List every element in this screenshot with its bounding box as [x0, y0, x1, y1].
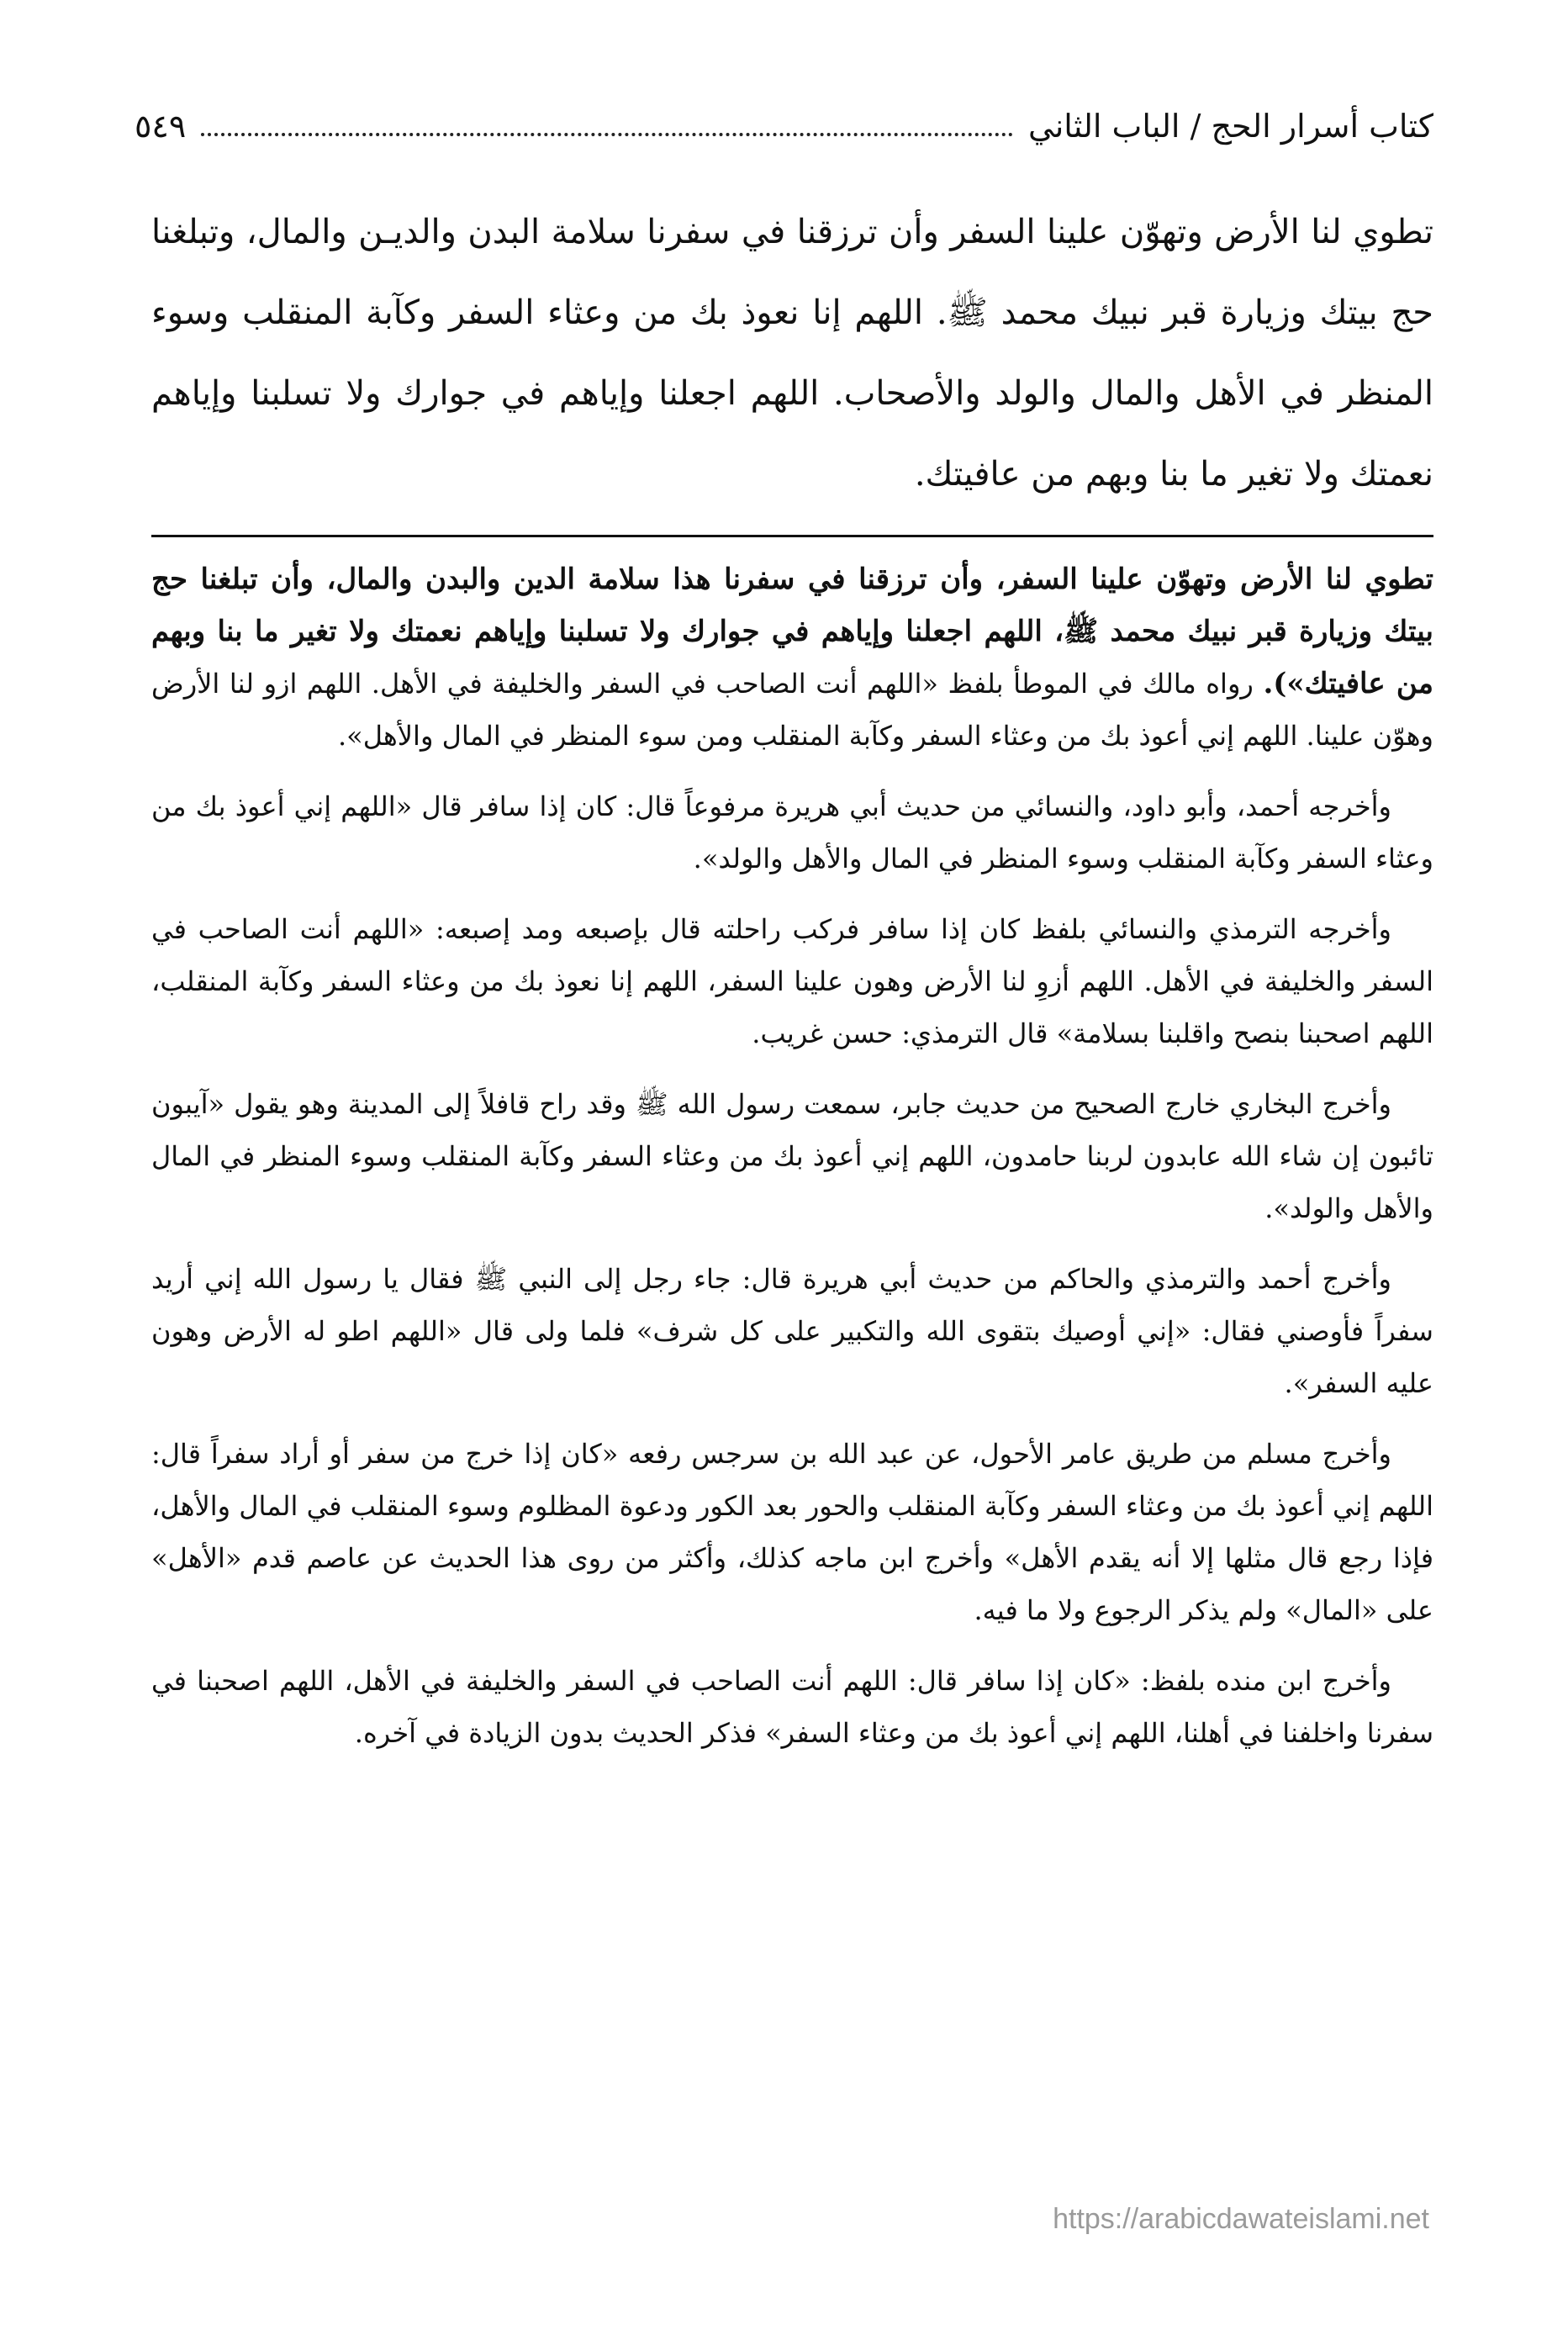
running-header [135, 99, 1433, 153]
footnote-paragraph-6: وأخرج مسلم من طريق عامر الأحول، عن عبد الله بن سرجس رفعه «كان إذا خرج من سفر أو أراد سفراً قال: اللهم إني أعوذ بك من وعثاء السفر وكآبة المنقلب والحور بعد الكور ودعوة المظلوم وسوء المنقلب في المال والأهل، فإذا رجع قال مثلها إلا أنه يقدم الأهل» وأخرج ابن ماجه كذلك، وأكثر من روى هذا الحديث عن عاصم قدم «الأهل» على «المال» ولم يذكر الرجوع ولا ما فيه. [151, 1438, 1434, 1626]
footnote-paragraph-4: وأخرج البخاري خارج الصحيح من حديث جابر، سمعت رسول الله ﷺ وقد راح قافلاً إلى المدينة وهو يقول «آيبون تائبون إن شاء الله عابدون لربنا حامدون، اللهم إني أعوذ بك من وعثاء السفر وكآبة المنقلب وسوء المنظر في المال والأهل والولد». [151, 1088, 1433, 1224]
footnote-paragraph-3: وأخرجه الترمذي والنسائي بلفظ كان إذا سافر فركب راحلته قال بإصبعه ومد إصبعه: «اللهم أنت الصاحب في السفر والخليفة في الأهل. اللهم أزوِ لنا الأرض وهون علينا السفر، اللهم إنا نعوذ بك من وعثاء السفر وكآبة المنقلب، اللهم اصحبنا بنصح واقلبنا بسلامة» قال الترمذي: حسن غريب. [151, 913, 1434, 1049]
watermark-url: https://arabicdawateislami.net [1053, 2203, 1429, 2235]
main-text-block [151, 192, 1433, 515]
footnote-separator [151, 535, 1433, 537]
leader-dots [201, 133, 1013, 136]
footnote-paragraph-5: وأخرج أحمد والترمذي والحاكم من حديث أبي هريرة قال: جاء رجل إلى النبي ﷺ فقال يا رسول الله إني أريد سفراً فأوصني فقال: «إني أوصيك بتقوى الله والتكبير على كل شرف» فلما ولى قال «اللهم اطو له الأرض وهون عليه السفر». [151, 1263, 1433, 1399]
footnote-paragraph-2: وأخرجه أحمد، وأبو داود، والنسائي من حديث أبي هريرة مرفوعاً قال: كان إذا سافر قال «اللهم إني أعوذ بك من وعثاء السفر وكآبة المنقلب وسوء المنظر في المال والأهل والولد». [151, 790, 1433, 874]
quoted-continuation: تطوي لنا الأرض وتهوّن علينا السفر، وأن ترزقنا في سفرنا هذا سلامة الدين والبدن والمال، وأن تبلغنا حج بيتك وزيارة قبر نبيك محمد ﷺ، اللهم اجعلنا وإياهم في جوارك ولا تسلبنا وإياهم نعمتك ولا تغير ما بنا وبهم من عافيتك»). [151, 563, 1434, 700]
footnotes-block [151, 553, 1433, 1778]
footnote-paragraph-7: وأخرج ابن منده بلفظ: «كان إذا سافر قال: اللهم أنت الصاحب في السفر والخليفة في الأهل، اللهم اصحبنا في سفرنا واخلفنا في أهلنا، اللهم إني أعوذ بك من وعثاء السفر» فذكر الحديث بدون الزيادة في آخره. [151, 1665, 1433, 1749]
running-title: كتاب أسرار الحج / الباب الثاني [1028, 108, 1433, 145]
page-number: ٥٤٩ [135, 108, 187, 145]
footnote-paragraph-1 [151, 553, 1433, 762]
footnote-text: رواه مالك في الموطأ بلفظ «اللهم أنت الصاحب في السفر والخليفة في الأهل. اللهم ازو لنا الأرض وهوّن علينا. اللهم إني أعوذ بك من وعثاء السفر وكآبة المنقلب ومن سوء المنظر في المال والأهل». [151, 668, 1433, 752]
main-paragraph: تطوي لنا الأرض وتهوّن علينا السفر وأن ترزقنا في سفرنا سلامة البدن والديـن والمال، وتبلغنا حج بيتك وزيارة قبر نبيك محمد ﷺ. اللهم إنا نعوذ بك من وعثاء السفر وكآبة المنقلب وسوء المنظر في الأهل والمال والولد والأصحاب. اللهم اجعلنا وإياهم في جوارك ولا تسلبنا وإياهم نعمتك ولا تغير ما بنا وبهم من عافيتك. [151, 213, 1433, 494]
